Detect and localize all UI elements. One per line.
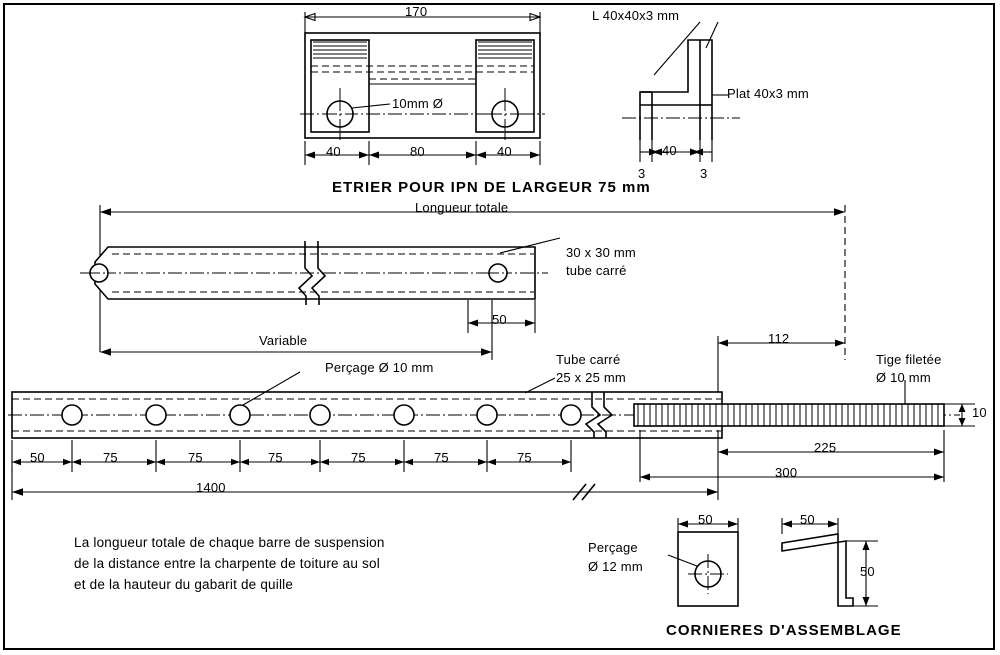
label-tube-30x30-line1: 30 x 30 mm — [566, 245, 636, 260]
title-cornieres: CORNIERES D'ASSEMBLAGE — [666, 622, 902, 639]
label-percage-12mm-line2: Ø 12 mm — [588, 559, 643, 574]
note-line-3: et de la hauteur du gabarit de quille — [74, 577, 294, 592]
dim-top-40-right: 40 — [497, 144, 512, 159]
pitch-dim-2: 75 — [188, 450, 203, 465]
label-variable: Variable — [259, 333, 308, 348]
dim-section-3-right: 3 — [700, 166, 708, 181]
dim-top-80: 80 — [410, 144, 425, 159]
pitch-dim-3: 75 — [268, 450, 283, 465]
dim-bracket-height-50: 50 — [860, 564, 875, 579]
title-etrier: ETRIER POUR IPN DE LARGEUR 75 mm — [332, 179, 651, 196]
label-tube-30x30-line2: tube carré — [566, 263, 627, 278]
dim-top-170: 170 — [405, 4, 428, 19]
pitch-dim-0: 50 — [30, 450, 45, 465]
label-tige-filetee-line1: Tige filetée — [876, 352, 942, 367]
dim-bracket-50-plan: 50 — [698, 512, 713, 527]
dim-thickness-10: 10 — [972, 405, 987, 420]
dim-bar-50: 50 — [492, 312, 507, 327]
pitch-dim-1: 75 — [103, 450, 118, 465]
dim-300: 300 — [775, 465, 798, 480]
label-percage-12mm-line1: Perçage — [588, 540, 638, 555]
label-tube-25x25-line1: Tube carré — [556, 352, 621, 367]
label-flat-plate: Plat 40x3 mm — [727, 86, 809, 101]
label-angle-profile: L 40x40x3 mm — [592, 8, 680, 23]
dim-section-3-left: 3 — [638, 166, 646, 181]
dim-1400: 1400 — [196, 480, 226, 495]
label-longueur-totale: Longueur totale — [415, 200, 509, 215]
dim-225: 225 — [814, 440, 837, 455]
dim-bracket-50-elev: 50 — [800, 512, 815, 527]
label-tige-filetee-line2: Ø 10 mm — [876, 370, 931, 385]
dim-section-40: 40 — [662, 143, 677, 158]
dim-112: 112 — [768, 331, 790, 346]
note-line-1: La longueur totale de chaque barre de suspension — [74, 535, 385, 550]
dim-top-40-left: 40 — [326, 144, 341, 159]
label-tube-25x25-line2: 25 x 25 mm — [556, 370, 626, 385]
pitch-dim-5: 75 — [434, 450, 449, 465]
note-line-2: de la distance entre la charpente de toiture au sol — [74, 556, 380, 571]
pitch-dim-4: 75 — [351, 450, 366, 465]
pitch-dim-6: 75 — [517, 450, 532, 465]
label-hole-10mm: 10mm Ø — [392, 96, 444, 111]
label-percage-10mm: Perçage Ø 10 mm — [325, 360, 434, 375]
